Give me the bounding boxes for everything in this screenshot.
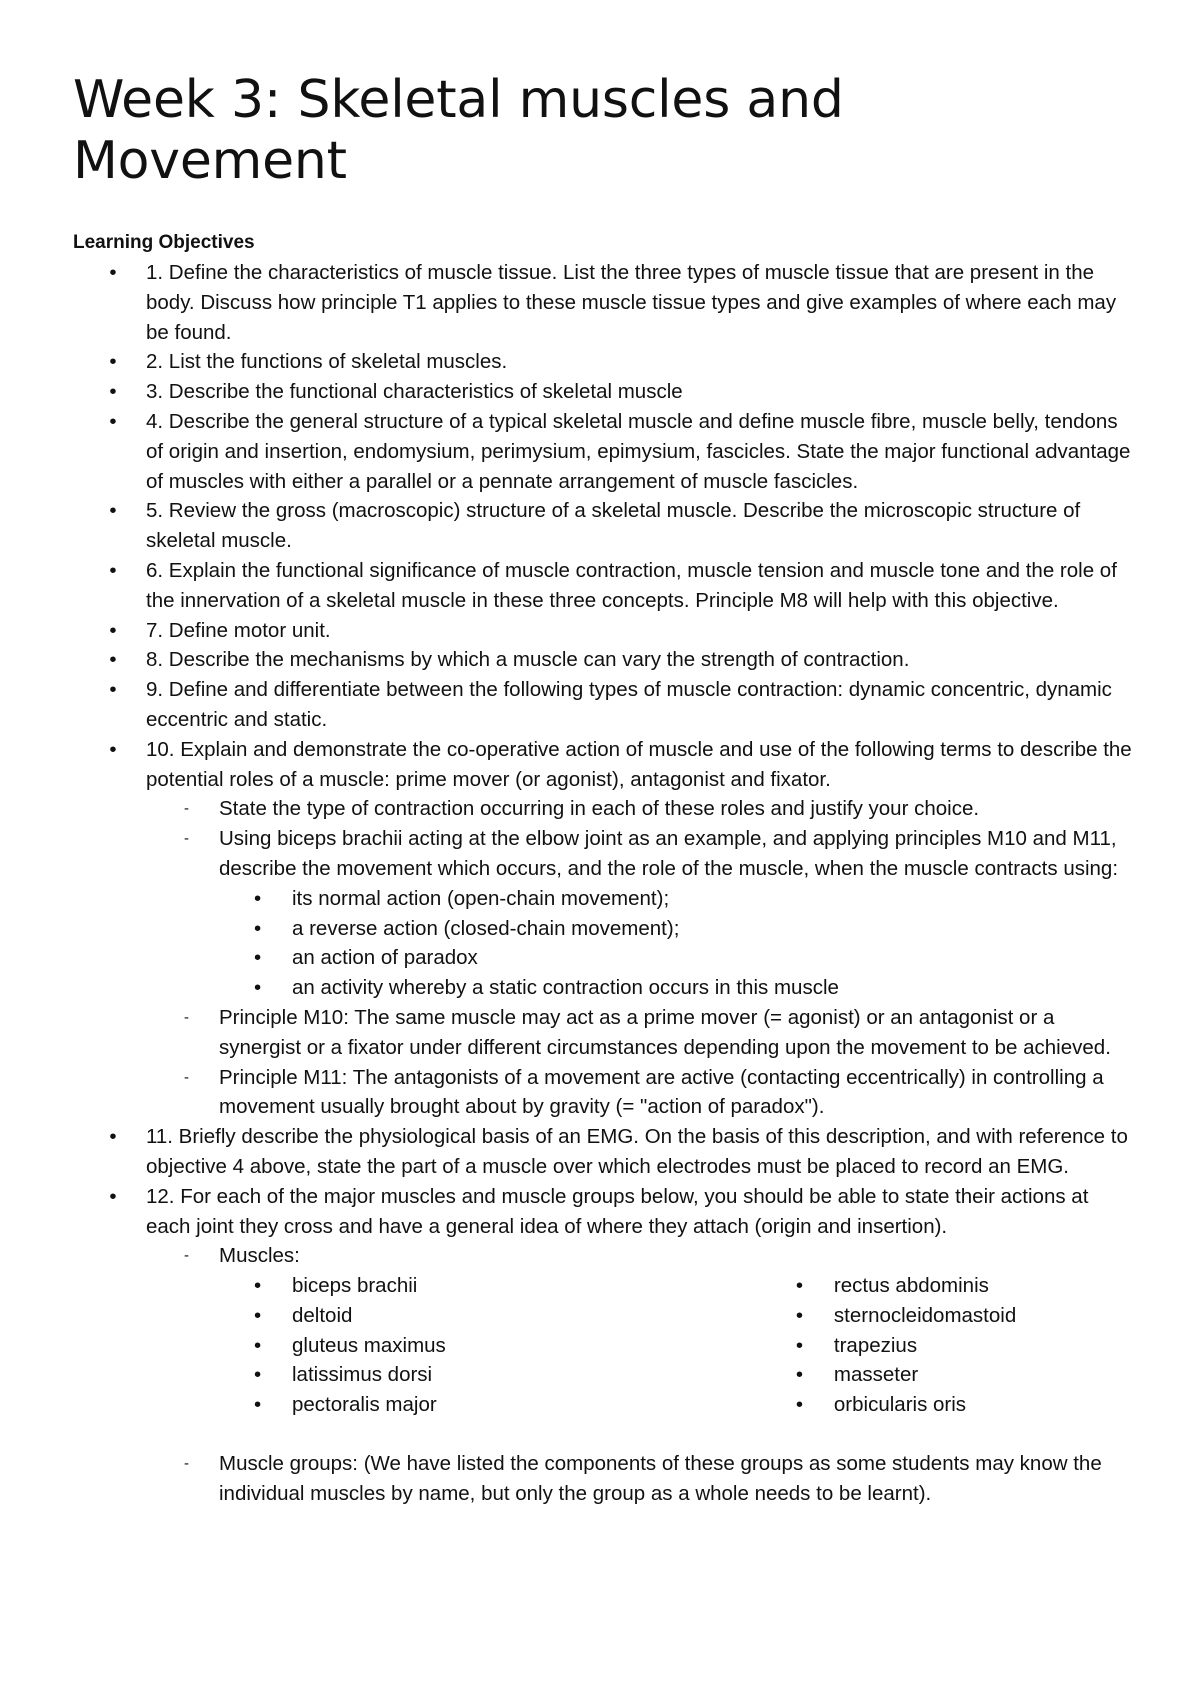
muscle-name: rectus abdominis [833,1274,989,1298]
bullet-icon [796,1331,803,1361]
bullet-icon [254,1301,261,1331]
bullet-icon [108,407,118,437]
bullet-icon [108,675,118,705]
dash-text: Principle M10: The same muscle may act as a prime mover (= agonist) or an antagonist or a synergist or a fixator under different circumstances depending upon the movement to be achieved. [219,1005,1111,1059]
muscle-item [761,1390,1133,1420]
objective-text: 7. Define motor unit. [146,618,331,642]
action-text: an activity whereby a static contraction occurs in this muscle [292,976,839,1000]
objectives-list-continued [73,1122,1133,1241]
muscle-name: trapezius [833,1333,918,1357]
title-line-1: Week 3: Skeletal muscles and [73,70,844,130]
objective-item [73,347,1133,377]
action-item [219,914,1133,944]
page-title [73,70,1133,192]
dash-icon [184,1003,189,1033]
objective-text: 6. Explain the functional significance of muscle contraction, muscle tension and muscle tone and the role of the innervation of a skeletal muscle in these three concepts. Principle M8 will help with this objective. [146,558,1117,612]
action-text: an action of paradox [292,946,478,970]
action-text: its normal action (open-chain movement); [292,886,670,910]
dash-icon [184,794,189,824]
muscle-groups-text: Muscle groups: (We have listed the components of these groups as some students may know the individual muscles by name, but only the group as a whole needs to be learnt). [219,1452,1102,1505]
muscle-item [219,1331,761,1361]
bullet-icon [796,1271,803,1301]
muscle-name: orbicularis oris [833,1393,967,1417]
bullet-icon [108,258,118,288]
bullet-icon [254,1271,261,1301]
bullet-icon [108,496,118,526]
action-item [219,943,1133,973]
objective-item [73,645,1133,675]
muscle-name: biceps brachii [292,1274,418,1298]
muscle-name: masseter [833,1363,919,1387]
dash-icon [184,1449,189,1479]
muscle-list-right [761,1271,1133,1420]
muscle-item [219,1390,761,1420]
objective-item [73,556,1133,616]
objective-text: 2. List the functions of skeletal muscles. [146,350,508,374]
bullet-icon [254,1331,261,1361]
bullet-icon [254,973,261,1003]
bullet-icon [796,1390,803,1420]
objective-text: 12. For each of the major muscles and muscle groups below, you should be able to state their actions at each joint they cross and have a general idea of where they attach (origin and insertion). [146,1184,1089,1238]
action-list [219,884,1133,1003]
dash-item [146,824,1133,1003]
section-heading: Learning Objectives [73,232,255,253]
document-page [73,70,1133,1509]
objective-item [73,1182,1133,1242]
bullet-icon [108,1122,118,1152]
objective-text: 4. Describe the general structure of a typical skeletal muscle and define muscle fibre, muscle belly, tendons of origin and insertion, endomysium, perimysium, epimysium, fascicles. State the major functional advantage of muscles with either a parallel or a pennate arrangement of muscle fascicles. [146,409,1131,493]
muscle-name: latissimus dorsi [292,1363,433,1387]
objective-item [73,496,1133,556]
bullet-icon [108,616,118,646]
dash-item [146,1449,1133,1509]
objective-item [73,407,1133,496]
muscle-item [761,1271,1133,1301]
muscle-item [761,1301,1133,1331]
objective-text: 11. Briefly describe the physiological basis of an EMG. On the basis of this description, and with reference to objective 4 above, state the part of a muscle over which electrodes must be placed to record an EMG. [146,1125,1128,1178]
dash-text: Principle M11: The antagonists of a movement are active (contacting eccentrically) in controlling a movement usually brought about by gravity (= "action of paradox"). [219,1065,1104,1119]
muscles-label: Muscles: [219,1244,300,1268]
muscle-item [219,1271,761,1301]
muscle-item [219,1301,761,1331]
bullet-icon [108,556,118,586]
bullet-icon [108,347,118,377]
objective-item [73,735,1133,795]
objective-12-subitems [73,1241,1133,1508]
muscle-name: gluteus maximus [292,1333,446,1357]
dash-item [146,1003,1133,1063]
dash-list [146,794,1133,1122]
objective-10-subitems [73,794,1133,1122]
bullet-icon [254,884,261,914]
objective-text: 1. Define the characteristics of muscle tissue. List the three types of muscle tissue that are present in the body. Discuss how principle T1 applies to these muscle tissue types and give examples of where each may be found. [146,261,1117,344]
bullet-icon [254,943,261,973]
dash-list [146,1241,1133,1508]
title-line-2: Movement [73,131,347,191]
bullet-icon [254,1360,261,1390]
spacer [219,1420,1133,1449]
dash-text: Using biceps brachii acting at the elbow joint as an example, and applying principles M10 and M11, describe the movement which occurs, and the role of the muscle, when the muscle contracts using: [219,827,1119,880]
objective-item [73,616,1133,646]
muscle-name: pectoralis major [292,1393,437,1417]
dash-icon [184,1241,189,1271]
dash-item [146,794,1133,824]
bullet-icon [796,1301,803,1331]
muscle-list-left [219,1271,761,1420]
action-item [219,973,1133,1003]
objectives-list [73,258,1133,794]
objective-text: 10. Explain and demonstrate the co-operative action of muscle and use of the following terms to describe the potential roles of a muscle: prime mover (or agonist), antagonist and fixator. [146,737,1132,791]
objective-text: 5. Review the gross (macroscopic) structure of a skeletal muscle. Describe the microscopic structure of skeletal muscle. [146,499,1081,553]
bullet-icon [108,645,118,675]
bullet-icon [108,377,118,407]
dash-icon [184,1063,189,1093]
action-text: a reverse action (closed-chain movement); [292,916,680,940]
muscle-name: sternocleidomastoid [833,1303,1017,1327]
dash-icon [184,824,189,854]
dash-item [146,1063,1133,1123]
dash-item [146,1241,1133,1449]
objective-text: 8. Describe the mechanisms by which a muscle can vary the strength of contraction. [146,648,910,672]
muscle-name: deltoid [292,1303,353,1327]
bullet-icon [108,1182,118,1212]
objective-text: 3. Describe the functional characteristics of skeletal muscle [146,380,683,404]
bullet-icon [254,914,261,944]
muscle-item [761,1360,1133,1390]
muscle-item [219,1360,761,1390]
bullet-icon [796,1360,803,1390]
dash-text: State the type of contraction occurring in each of these roles and justify your choice. [219,797,980,821]
objective-item [73,1122,1133,1182]
objective-item [73,377,1133,407]
muscle-columns [219,1271,1133,1420]
muscle-item [761,1331,1133,1361]
bullet-icon [108,735,118,765]
action-item [219,884,1133,914]
objective-item [73,675,1133,735]
bullet-icon [254,1390,261,1420]
objective-text: 9. Define and differentiate between the following types of muscle contraction: dynamic concentric, dynamic eccentric and static. [146,678,1112,731]
objective-item [73,258,1133,347]
